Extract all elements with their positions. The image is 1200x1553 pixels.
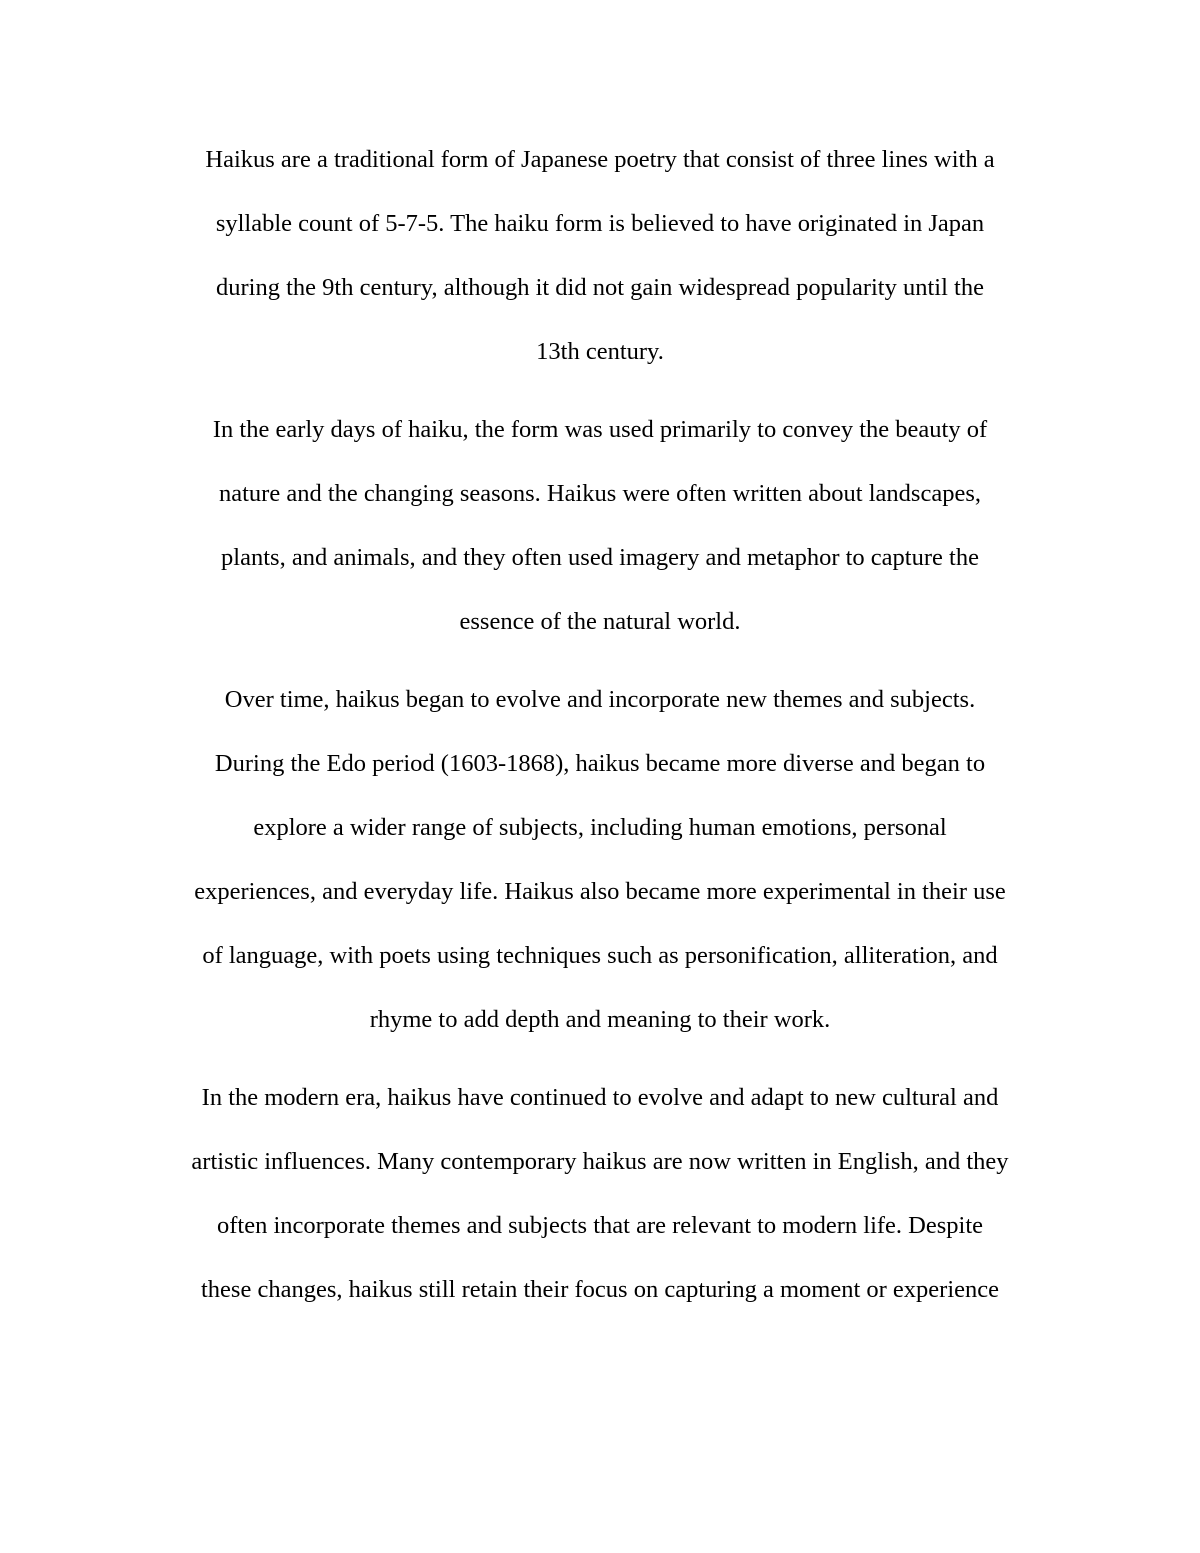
- paragraph-line: explore a wider range of subjects, including human emotions, personal: [253, 814, 947, 841]
- paragraph-line: 13th century.: [536, 338, 664, 365]
- document-body: [140, 128, 1060, 1322]
- paragraph-line: In the early days of haiku, the form was used primarily to convey the beauty of: [212, 416, 988, 443]
- paragraph-line: experiences, and everyday life. Haikus also became more experimental in their use: [194, 878, 1006, 905]
- paragraph-4: [140, 1066, 1060, 1322]
- paragraph-line: plants, and animals, and they often used imagery and metaphor to capture the: [221, 544, 979, 571]
- paragraph-line: During the Edo period (1603-1868), haikus became more diverse and began to: [214, 750, 986, 777]
- paragraph-line: In the modern era, haikus have continued to evolve and adapt to new cultural and: [201, 1084, 999, 1111]
- paragraph-1: [140, 128, 1060, 384]
- paragraph-line: often incorporate themes and subjects that are relevant to modern life. Despite: [216, 1212, 984, 1239]
- paragraph-line: these changes, haikus still retain their focus on capturing a moment or experience: [200, 1276, 1000, 1303]
- paragraph-line: of language, with poets using techniques such as personification, alliteration, and: [202, 942, 998, 969]
- paragraph-line: syllable count of 5-7-5. The haiku form is believed to have originated in Japan: [215, 210, 985, 237]
- paragraph-spacer: [140, 1052, 1060, 1066]
- paragraph-line: during the 9th century, although it did not gain widespread popularity until the: [216, 274, 984, 301]
- paragraph-3: [140, 668, 1060, 1052]
- paragraph-2: [140, 398, 1060, 654]
- paragraph-spacer: [140, 654, 1060, 668]
- paragraph-line: Over time, haikus began to evolve and incorporate new themes and subjects.: [224, 686, 976, 713]
- paragraph-line: nature and the changing seasons. Haikus were often written about landscapes,: [219, 480, 981, 507]
- paragraph-line: artistic influences. Many contemporary haikus are now written in English, and they: [191, 1148, 1009, 1175]
- paragraph-line: Haikus are a traditional form of Japanese poetry that consist of three lines with a: [205, 146, 995, 173]
- paragraph-line: essence of the natural world.: [459, 608, 741, 635]
- paragraph-line: rhyme to add depth and meaning to their work.: [369, 1006, 831, 1033]
- paragraph-spacer: [140, 384, 1060, 398]
